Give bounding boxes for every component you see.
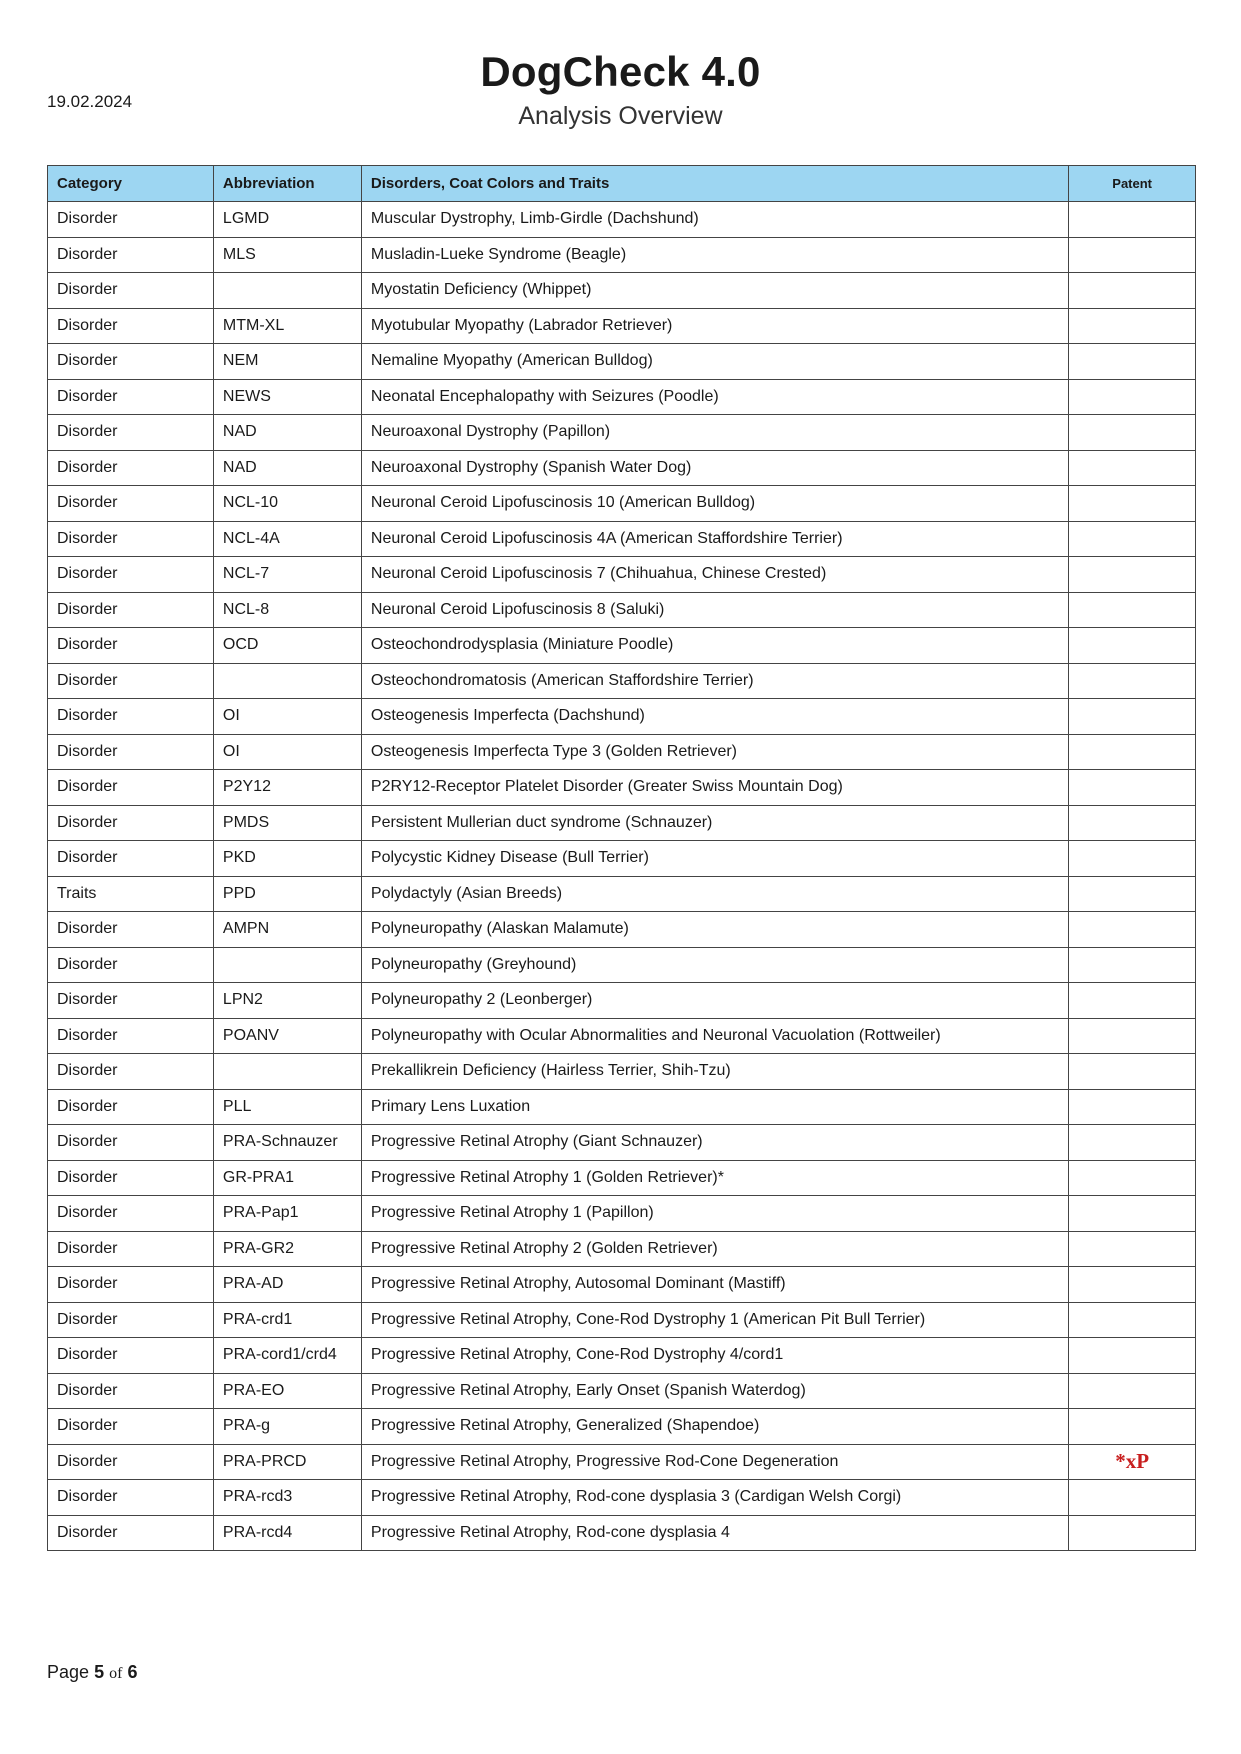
- cell-name: Progressive Retinal Atrophy 1 (Golden Retriever)*: [361, 1160, 1068, 1196]
- cell-patent: [1069, 1409, 1196, 1445]
- cell-abbreviation: PRA-g: [213, 1409, 361, 1445]
- cell-category: Disorder: [48, 379, 214, 415]
- cell-name: P2RY12-Receptor Platelet Disorder (Greater Swiss Mountain Dog): [361, 770, 1068, 806]
- table-row: [48, 1054, 1196, 1090]
- table-row: [48, 1160, 1196, 1196]
- cell-name: Polyneuropathy 2 (Leonberger): [361, 983, 1068, 1019]
- cell-abbreviation: LGMD: [213, 202, 361, 238]
- cell-patent: [1069, 876, 1196, 912]
- cell-category: Disorder: [48, 486, 214, 522]
- cell-name: Neuronal Ceroid Lipofuscinosis 10 (American Bulldog): [361, 486, 1068, 522]
- cell-patent: [1069, 628, 1196, 664]
- cell-patent: [1069, 273, 1196, 309]
- table-row: [48, 841, 1196, 877]
- cell-category: Disorder: [48, 734, 214, 770]
- cell-patent: [1069, 1018, 1196, 1054]
- cell-category: Disorder: [48, 983, 214, 1019]
- table-row: [48, 273, 1196, 309]
- table-row: [48, 379, 1196, 415]
- cell-name: Neuronal Ceroid Lipofuscinosis 4A (American Staffordshire Terrier): [361, 521, 1068, 557]
- cell-name: Progressive Retinal Atrophy (Giant Schnauzer): [361, 1125, 1068, 1161]
- cell-category: Disorder: [48, 912, 214, 948]
- table-row: [48, 202, 1196, 238]
- cell-abbreviation: NEWS: [213, 379, 361, 415]
- page-title: DogCheck 4.0: [480, 48, 761, 95]
- cell-name: Progressive Retinal Atrophy, Early Onset (Spanish Waterdog): [361, 1373, 1068, 1409]
- cell-patent: [1069, 947, 1196, 983]
- cell-category: Disorder: [48, 1160, 214, 1196]
- analysis-table: [47, 165, 1196, 1551]
- column-header-category: Category: [48, 166, 214, 202]
- cell-name: Progressive Retinal Atrophy, Cone-Rod Dystrophy 1 (American Pit Bull Terrier): [361, 1302, 1068, 1338]
- cell-name: Neonatal Encephalopathy with Seizures (Poodle): [361, 379, 1068, 415]
- cell-abbreviation: MTM-XL: [213, 308, 361, 344]
- cell-category: Disorder: [48, 237, 214, 273]
- cell-abbreviation: [213, 947, 361, 983]
- table-row: [48, 592, 1196, 628]
- cell-name: Osteogenesis Imperfecta Type 3 (Golden Retriever): [361, 734, 1068, 770]
- cell-abbreviation: POANV: [213, 1018, 361, 1054]
- cell-name: Nemaline Myopathy (American Bulldog): [361, 344, 1068, 380]
- cell-abbreviation: PRA-GR2: [213, 1231, 361, 1267]
- cell-name: Polyneuropathy (Greyhound): [361, 947, 1068, 983]
- cell-abbreviation: NCL-10: [213, 486, 361, 522]
- cell-patent: [1069, 1480, 1196, 1516]
- cell-category: Disorder: [48, 770, 214, 806]
- cell-abbreviation: OCD: [213, 628, 361, 664]
- cell-abbreviation: PRA-rcd3: [213, 1480, 361, 1516]
- cell-name: Polydactyly (Asian Breeds): [361, 876, 1068, 912]
- cell-category: Disorder: [48, 1267, 214, 1303]
- cell-patent: [1069, 699, 1196, 735]
- cell-abbreviation: PRA-EO: [213, 1373, 361, 1409]
- cell-category: Disorder: [48, 1373, 214, 1409]
- cell-category: Disorder: [48, 1409, 214, 1445]
- cell-name: Progressive Retinal Atrophy, Progressive Rod-Cone Degeneration: [361, 1444, 1068, 1480]
- cell-abbreviation: PRA-PRCD: [213, 1444, 361, 1480]
- cell-name: Myostatin Deficiency (Whippet): [361, 273, 1068, 309]
- table-row: [48, 734, 1196, 770]
- cell-abbreviation: PPD: [213, 876, 361, 912]
- cell-name: Muscular Dystrophy, Limb-Girdle (Dachshund): [361, 202, 1068, 238]
- cell-category: Disorder: [48, 1480, 214, 1516]
- cell-patent: [1069, 1196, 1196, 1232]
- table-row: [48, 1444, 1196, 1480]
- cell-abbreviation: [213, 273, 361, 309]
- cell-abbreviation: GR-PRA1: [213, 1160, 361, 1196]
- table-row: [48, 912, 1196, 948]
- table-row: [48, 1480, 1196, 1516]
- cell-patent: [1069, 734, 1196, 770]
- cell-category: Disorder: [48, 841, 214, 877]
- cell-name: Polyneuropathy (Alaskan Malamute): [361, 912, 1068, 948]
- cell-abbreviation: NAD: [213, 415, 361, 451]
- cell-patent: [1069, 1160, 1196, 1196]
- table-row: [48, 308, 1196, 344]
- cell-abbreviation: NCL-8: [213, 592, 361, 628]
- cell-name: Progressive Retinal Atrophy, Rod-cone dysplasia 4: [361, 1515, 1068, 1551]
- cell-patent: [1069, 450, 1196, 486]
- cell-category: Disorder: [48, 1196, 214, 1232]
- table-row: [48, 415, 1196, 451]
- cell-abbreviation: LPN2: [213, 983, 361, 1019]
- cell-abbreviation: PLL: [213, 1089, 361, 1125]
- cell-patent: [1069, 202, 1196, 238]
- table-row: [48, 237, 1196, 273]
- cell-name: Polyneuropathy with Ocular Abnormalities and Neuronal Vacuolation (Rottweiler): [361, 1018, 1068, 1054]
- cell-patent: [1069, 983, 1196, 1019]
- cell-patent: [1069, 912, 1196, 948]
- cell-abbreviation: MLS: [213, 237, 361, 273]
- cell-abbreviation: PRA-Pap1: [213, 1196, 361, 1232]
- page-subtitle: Analysis Overview: [518, 102, 723, 130]
- table-row: [48, 1515, 1196, 1551]
- table-row: [48, 628, 1196, 664]
- cell-patent: [1069, 308, 1196, 344]
- cell-category: Disorder: [48, 415, 214, 451]
- cell-category: Traits: [48, 876, 214, 912]
- cell-abbreviation: NCL-7: [213, 557, 361, 593]
- cell-abbreviation: OI: [213, 734, 361, 770]
- cell-name: Osteochondrodysplasia (Miniature Poodle): [361, 628, 1068, 664]
- cell-category: Disorder: [48, 947, 214, 983]
- cell-category: Disorder: [48, 1018, 214, 1054]
- cell-patent: [1069, 1338, 1196, 1374]
- cell-patent: [1069, 1231, 1196, 1267]
- table-row: [48, 1231, 1196, 1267]
- cell-patent: [1069, 237, 1196, 273]
- cell-patent: [1069, 1054, 1196, 1090]
- table-row: [48, 450, 1196, 486]
- cell-abbreviation: AMPN: [213, 912, 361, 948]
- table-row: [48, 983, 1196, 1019]
- cell-category: Disorder: [48, 1338, 214, 1374]
- page-current: 5: [94, 1662, 105, 1682]
- table-row: [48, 1409, 1196, 1445]
- cell-name: Neuronal Ceroid Lipofuscinosis 8 (Saluki): [361, 592, 1068, 628]
- cell-abbreviation: NCL-4A: [213, 521, 361, 557]
- cell-name: Musladin-Lueke Syndrome (Beagle): [361, 237, 1068, 273]
- table-row: [48, 663, 1196, 699]
- cell-name: Progressive Retinal Atrophy, Rod-cone dysplasia 3 (Cardigan Welsh Corgi): [361, 1480, 1068, 1516]
- cell-abbreviation: PMDS: [213, 805, 361, 841]
- cell-category: Disorder: [48, 1302, 214, 1338]
- cell-name: Progressive Retinal Atrophy, Cone-Rod Dystrophy 4/cord1: [361, 1338, 1068, 1374]
- table-row: [48, 1125, 1196, 1161]
- cell-patent: [1069, 344, 1196, 380]
- table-row: [48, 1196, 1196, 1232]
- table-body: [48, 202, 1196, 1551]
- cell-patent: [1069, 379, 1196, 415]
- cell-patent: [1069, 841, 1196, 877]
- cell-patent: [1069, 521, 1196, 557]
- table-row: [48, 1018, 1196, 1054]
- cell-abbreviation: P2Y12: [213, 770, 361, 806]
- cell-abbreviation: PRA-Schnauzer: [213, 1125, 361, 1161]
- cell-category: Disorder: [48, 1089, 214, 1125]
- cell-category: Disorder: [48, 521, 214, 557]
- cell-category: Disorder: [48, 592, 214, 628]
- cell-category: Disorder: [48, 1444, 214, 1480]
- table-row: [48, 876, 1196, 912]
- cell-category: Disorder: [48, 273, 214, 309]
- page-label: Page: [47, 1662, 90, 1682]
- table-row: [48, 521, 1196, 557]
- table-row: [48, 344, 1196, 380]
- cell-abbreviation: [213, 1054, 361, 1090]
- table-header-row: [48, 166, 1196, 202]
- cell-patent: [1069, 663, 1196, 699]
- cell-patent: [1069, 1515, 1196, 1551]
- cell-name: Neuronal Ceroid Lipofuscinosis 7 (Chihuahua, Chinese Crested): [361, 557, 1068, 593]
- cell-name: Osteogenesis Imperfecta (Dachshund): [361, 699, 1068, 735]
- table-row: [48, 557, 1196, 593]
- cell-abbreviation: PRA-rcd4: [213, 1515, 361, 1551]
- table-row: [48, 947, 1196, 983]
- cell-category: Disorder: [48, 450, 214, 486]
- table-row: [48, 1338, 1196, 1374]
- cell-patent: [1069, 486, 1196, 522]
- page-of-label: of: [109, 1665, 123, 1682]
- cell-name: Prekallikrein Deficiency (Hairless Terrier, Shih-Tzu): [361, 1054, 1068, 1090]
- cell-category: Disorder: [48, 1125, 214, 1161]
- cell-name: Neuroaxonal Dystrophy (Spanish Water Dog): [361, 450, 1068, 486]
- page-total: 6: [127, 1662, 138, 1682]
- cell-category: Disorder: [48, 805, 214, 841]
- cell-name: Primary Lens Luxation: [361, 1089, 1068, 1125]
- table-row: [48, 770, 1196, 806]
- column-header-name: Disorders, Coat Colors and Traits: [361, 166, 1068, 202]
- cell-category: Disorder: [48, 699, 214, 735]
- cell-abbreviation: PRA-crd1: [213, 1302, 361, 1338]
- cell-name: Myotubular Myopathy (Labrador Retriever): [361, 308, 1068, 344]
- cell-patent: [1069, 770, 1196, 806]
- cell-category: Disorder: [48, 308, 214, 344]
- table-row: [48, 1373, 1196, 1409]
- cell-category: Disorder: [48, 628, 214, 664]
- cell-patent: [1069, 592, 1196, 628]
- cell-name: Progressive Retinal Atrophy 2 (Golden Retriever): [361, 1231, 1068, 1267]
- cell-name: Osteochondromatosis (American Staffordshire Terrier): [361, 663, 1068, 699]
- cell-abbreviation: NAD: [213, 450, 361, 486]
- table-row: [48, 486, 1196, 522]
- cell-name: Progressive Retinal Atrophy, Autosomal Dominant (Mastiff): [361, 1267, 1068, 1303]
- cell-patent: [1069, 1089, 1196, 1125]
- cell-abbreviation: OI: [213, 699, 361, 735]
- cell-category: Disorder: [48, 663, 214, 699]
- page-footer: [47, 1662, 137, 1683]
- report-date: 19.02.2024: [47, 92, 133, 111]
- cell-category: Disorder: [48, 1054, 214, 1090]
- table-row: [48, 1302, 1196, 1338]
- cell-patent: [1069, 1373, 1196, 1409]
- cell-patent: *xP: [1069, 1444, 1196, 1480]
- cell-patent: [1069, 1267, 1196, 1303]
- cell-abbreviation: NEM: [213, 344, 361, 380]
- column-header-patent: Patent: [1069, 166, 1196, 202]
- cell-name: Progressive Retinal Atrophy 1 (Papillon): [361, 1196, 1068, 1232]
- cell-name: Polycystic Kidney Disease (Bull Terrier): [361, 841, 1068, 877]
- cell-category: Disorder: [48, 1231, 214, 1267]
- cell-abbreviation: [213, 663, 361, 699]
- table-row: [48, 699, 1196, 735]
- cell-abbreviation: PKD: [213, 841, 361, 877]
- cell-patent: [1069, 805, 1196, 841]
- cell-name: Persistent Mullerian duct syndrome (Schnauzer): [361, 805, 1068, 841]
- cell-category: Disorder: [48, 344, 214, 380]
- column-header-abbreviation: Abbreviation: [213, 166, 361, 202]
- cell-patent: [1069, 557, 1196, 593]
- table-row: [48, 1089, 1196, 1125]
- cell-name: Neuroaxonal Dystrophy (Papillon): [361, 415, 1068, 451]
- cell-patent: [1069, 1125, 1196, 1161]
- cell-patent: [1069, 415, 1196, 451]
- cell-category: Disorder: [48, 202, 214, 238]
- cell-abbreviation: PRA-AD: [213, 1267, 361, 1303]
- table-row: [48, 1267, 1196, 1303]
- cell-category: Disorder: [48, 557, 214, 593]
- cell-abbreviation: PRA-cord1/crd4: [213, 1338, 361, 1374]
- table-row: [48, 805, 1196, 841]
- cell-name: Progressive Retinal Atrophy, Generalized (Shapendoe): [361, 1409, 1068, 1445]
- cell-patent: [1069, 1302, 1196, 1338]
- cell-category: Disorder: [48, 1515, 214, 1551]
